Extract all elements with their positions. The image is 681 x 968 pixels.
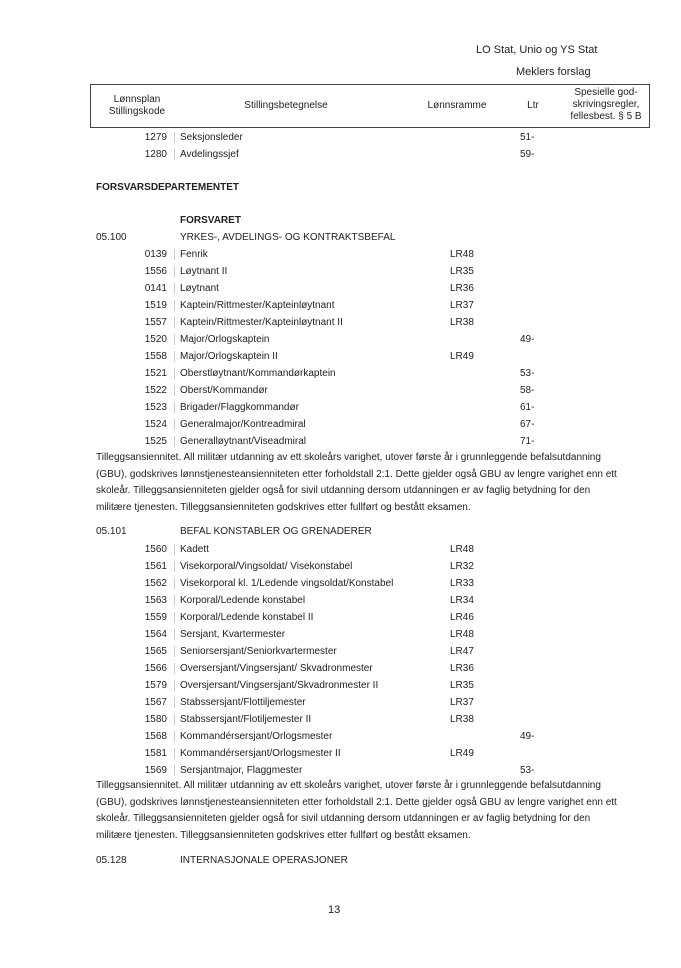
table-row: 1565 Seniorsersjant/Seniorkvartermester LR47 [144, 646, 474, 657]
table-row: 1519 Kaptein/Rittmester/Kapteinløytnant LR37 [144, 300, 474, 311]
table-row: 1580 Stabssersjant/Flotiljemester II LR38 [144, 714, 474, 725]
document-header-line1: LO Stat, Unio og YS Stat [476, 44, 598, 56]
note-paragraph: Tilleggsansiennitet. All militær utdanning av ett skoleårs varighet, utover første år i grunnleggende befalsutdanning (GBU), godskrives lønnstjenesteansienniteten etter forholdstall 2:1. Dette gjelder også GBU av lengre varighet enn ett skoleår. Tilleggsansienniteten gjelder også for sivil utdanning dersom utdanningen er av faglig betydning for den militære tjenesten. Tilleggsansienniteten godskrives etter fullført og bestått eksamen. [96, 780, 617, 841]
document-header-line2: Meklers forslag [516, 66, 591, 78]
table-row: 1522 Oberst/Kommandør 58- [144, 385, 535, 396]
column-header-ltr: Ltr [527, 100, 539, 111]
table-row: 0141 Løytnant LR36 [144, 283, 474, 294]
table-row: 1564 Sersjant, Kvartermester LR48 [144, 629, 474, 640]
table-row: 1566 Oversersjant/Vingsersjant/ Skvadronmester LR36 [144, 663, 474, 674]
table-row: 1524 Generalmajor/Kontreadmiral 67- [144, 419, 535, 430]
table-row: 1567 Stabssersjant/Flottiljemester LR37 [144, 697, 474, 708]
table-row: 1562 Visekorporal kl. 1/Ledende vingsoldat/Konstabel LR33 [144, 578, 474, 589]
table-row: 1568 Kommandérsersjant/Orlogsmester 49- [144, 731, 535, 742]
table-row: 1561 Visekorporal/Vingsoldat/ Visekonstabel LR32 [144, 561, 474, 572]
table-row: 0139 Fenrik LR48 [144, 249, 474, 260]
subsection-title: FORSVARET [180, 215, 241, 226]
table-row: 1520 Major/Orlogskaptein 49- [144, 334, 535, 345]
section-title: FORSVARSDEPARTEMENTET [96, 182, 239, 193]
group-plan-code: 05.128 [96, 855, 127, 866]
table-row: 1559 Korporal/Ledende konstabel II LR46 [144, 612, 474, 623]
page-number: 13 [328, 904, 341, 916]
table-row: 1523 Brigader/Flaggkommandør 61- [144, 402, 535, 413]
table-row: 1521 Oberstløytnant/Kommandørkaptein 53- [144, 368, 535, 379]
column-header-special: Spesielle god- skrivingsregler, fellesbest. § 5 B [570, 87, 642, 122]
group-title: YRKES-, AVDELINGS- OG KONTRAKTSBEFAL [180, 232, 396, 243]
table-row: 1558 Major/Orlogskaptein II LR49 [144, 351, 474, 362]
note-paragraph: Tilleggsansiennitet. All militær utdanning av ett skoleårs varighet, utover første år i grunnleggende befalsutdanning (GBU), godskrives lønnstjenesteansienniteten etter forholdstall 2:1. Dette gjelder også GBU av lengre varighet enn ett skoleår. Tilleggsansienniteten gjelder også for sivil utdanning dersom utdanningen er av faglig betydning for den militære tjenesten. Tilleggsansienniteten godskrives etter fullført og bestått eksamen. [96, 452, 617, 513]
table-row: 1557 Kaptein/Rittmester/Kapteinløytnant II LR38 [144, 317, 474, 328]
group-title: INTERNASJONALE OPERASJONER [180, 855, 348, 866]
table-row: 1525 Generalløytnant/Viseadmiral 71- [144, 436, 535, 447]
table-row: 1560 Kadett LR48 [144, 544, 474, 555]
column-header-plan: Lønnsplan Stillingskode [108, 94, 166, 117]
table-row: 1280 Avdelingssjef 59- [144, 149, 535, 160]
column-header-lonnsramme: Lønnsramme [427, 100, 487, 111]
table-row: 1581 Kommandérsersjant/Orlogsmester II LR49 [144, 748, 474, 759]
table-row: 1579 Oversjersant/Vingsersjant/Skvadronmester II LR35 [144, 680, 474, 691]
table-row: 1556 Løytnant II LR35 [144, 266, 474, 277]
group-title: BEFAL KONSTABLER OG GRENADERER [180, 526, 372, 537]
column-header-title: Stillingsbetegnelse [244, 100, 328, 111]
table-row: 1563 Korporal/Ledende konstabel LR34 [144, 595, 474, 606]
table-row: 1279 Seksjonsleder 51- [144, 132, 535, 143]
group-plan-code: 05.100 [96, 232, 127, 243]
table-header [90, 84, 650, 128]
group-plan-code: 05.101 [96, 526, 127, 537]
table-row: 1569 Sersjantmajor, Flaggmester 53- [144, 765, 535, 776]
